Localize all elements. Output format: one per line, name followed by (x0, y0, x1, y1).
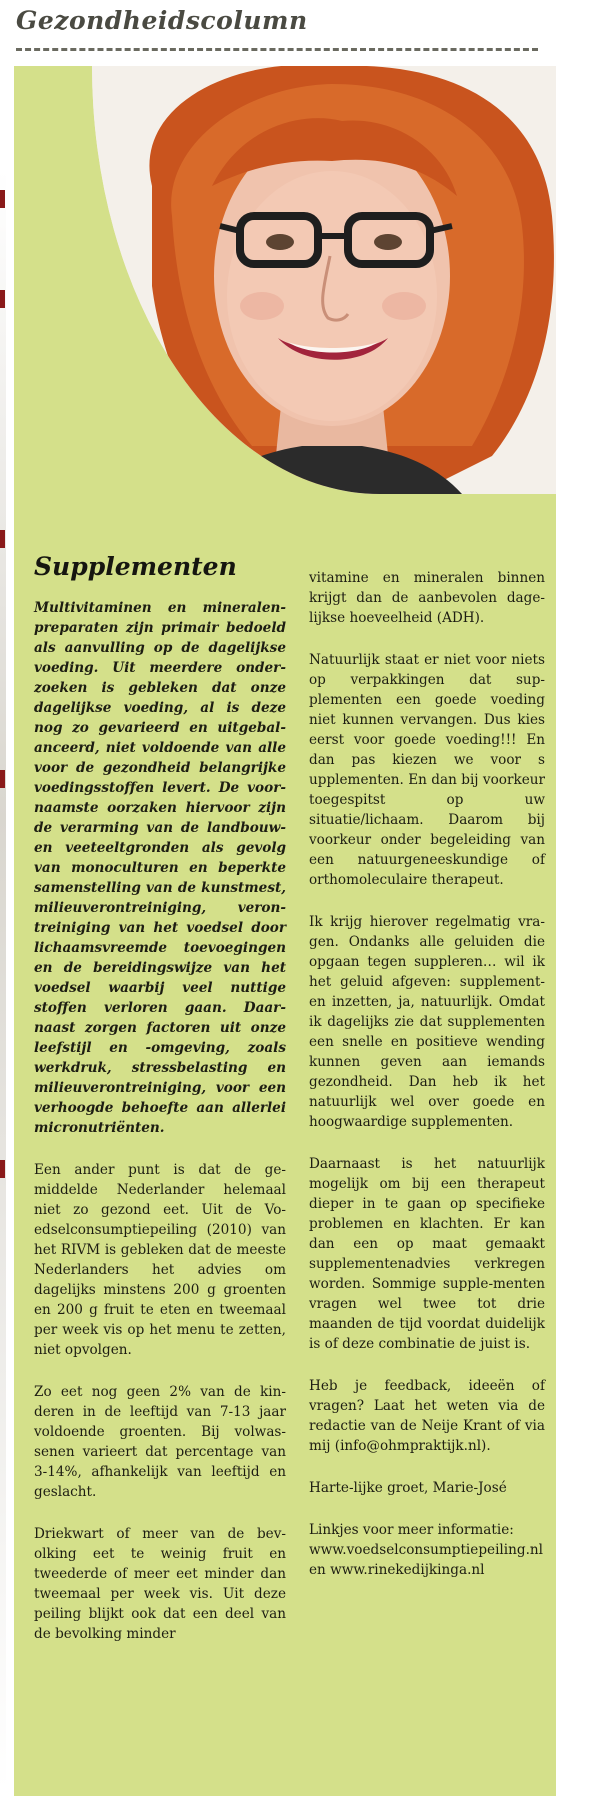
article-paragraph: Een ander punt is dat de ge-middelde Nederlander helemaal niet zo gezond eet. Uit de Vo-edselconsumptiepeiling (2010) van het RIVM is gebleken dat de meeste Nederlanders het advies om dagelijks minstens 200 g groenten en 200 g fruit te eten en tweemaal per week vis op het menu te zetten, niet opvolgen. (34, 1162, 286, 1358)
article-column-left (34, 552, 286, 1666)
article-paragraph: Natuurlijk staat er niet voor niets op verpakkingen dat sup-plementen een goede voeding niet kunnen vervangen. Dus kies eerst voor goede voeding!!! En dan pas kiezen we voor s upplementen. En dan bij voorkeur toegespitst op uw situatie/lichaam. Daarom bij voorkeur onder begeleiding van een natuurgeneeskundige of orthomoleculaire therapeut. (309, 652, 545, 888)
article-intro: Multivitaminen en mineralen-preparaten zijn primair bedoeld als aanvulling op de dagelijkse voeding. Uit meerdere onder-zoeken is gebleken dat onze dagelijkse voeding, al is deze nog zo gevarieerd en uitgebal-anceerd, niet voldoende van alle voor de gezondheid belangrijke voedingsstoffen levert. De voor-naamste oorzaken hiervoor zijn de verarming van de landbouw-en veeteeltgronden als gevolg van monoculturen en beperkte samenstelling van de kunstmest, milieuverontreiniging, veron-treiniging van het voedsel door lichaamsvreemde toevoegingen en de bereidingswijze van het voedsel waarbij veel nuttige stoffen verloren gaan. Daar-naast zorgen factoren uit onze leefstijl en -omgeving, zoals werkdruk, stressbelasting en milieuverontreiniging, voor een verhoogde behoefte aan allerlei micronutriënten. (34, 600, 286, 1136)
article-paragraph: Ik krijg hierover regelmatig vra-gen. Ondanks alle geluiden die opgaan tegen suppleren… wil ik het geluid afgeven: supplement-en inzetten, ja, natuurlijk. Omdat ik dagelijks zie dat supplementen een snelle en positieve wending kunnen geven aan iemands gezondheid. Dan heb ik het natuurlijk wel over goede en hoogwaardige supplementen. (309, 914, 545, 1130)
edge-mark (0, 1160, 5, 1178)
article-column-right (309, 568, 545, 1580)
signature: Harte-lijke groet, Marie-José (309, 1480, 507, 1496)
article-paragraph: Daarnaast is het natuurlijk mogelijk om bij een therapeut dieper in te gaan op specifieke problemen en klachten. Er kan dan een op maat gemaakt supplementenadvies verkregen worden. Sommige supple-menten vragen wel twee tot drie maanden de tijd voordat duidelijk is of deze combinatie de juist is. (309, 1156, 545, 1352)
article-paragraph: Heb je feedback, ideeën of vragen? Laat het weten via de redactie van de Neije Krant of via mij (info@ohmpraktijk.nl). (309, 1378, 545, 1454)
page-edge (0, 170, 6, 1790)
article-paragraph: Driekwart of meer van de bev-olking eet te weinig fruit en tweederde of meer eet minder dan tweemaal per week vis. Uit deze peiling blijkt ook dat een deel van de bevolking minder (34, 1526, 286, 1642)
article-paragraph: Zo eet nog geen 2% van de kin-deren in de leeftijd van 7-13 jaar voldoende groenten. Bij volwas-senen varieert dat percentage van 3-14%, afhankelijk van leeftijd en geslacht. (34, 1384, 286, 1500)
edge-mark (0, 530, 5, 548)
column-header (0, 0, 600, 58)
article-paragraph: vitamine en mineralen binnen krijgt dan de aanbevolen dage-lijkse hoeveelheid (ADH). (309, 570, 545, 626)
edge-mark (0, 290, 5, 308)
column-title: Gezondheidscolumn (16, 6, 308, 35)
link-voedselconsumptiepeiling[interactable]: www.voedselconsumptiepeiling.nl (309, 1542, 543, 1558)
header-divider (16, 48, 538, 51)
article-title: Supplementen (34, 552, 237, 581)
link-rinekedijkinga[interactable]: en www.rinekedijkinga.nl (309, 1562, 485, 1578)
edge-mark (0, 770, 5, 788)
links-label: Linkjes voor meer informatie: (309, 1522, 514, 1538)
edge-mark (0, 190, 5, 208)
links-block (309, 1520, 545, 1580)
